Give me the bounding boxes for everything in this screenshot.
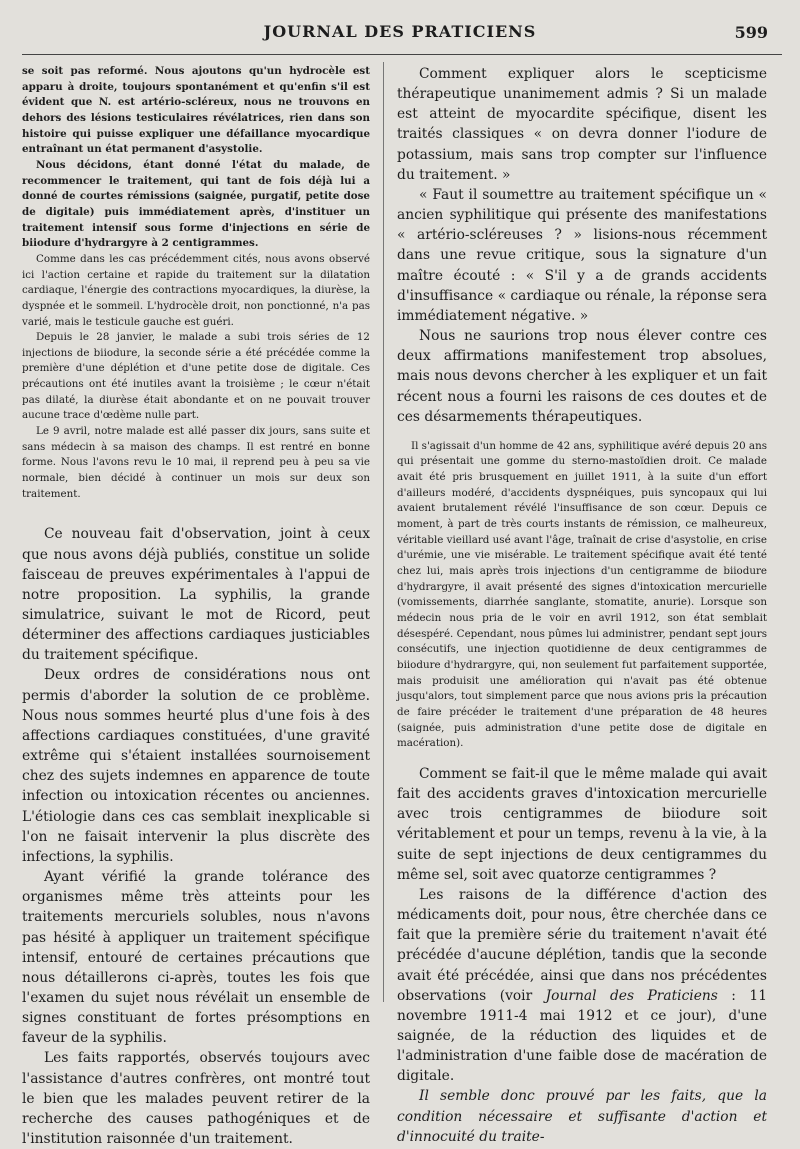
- quotation-paragraph: « Faut il soumettre au traitement spécifique un « ancien syphilitique qui présente des manifestations « artério-scléreuses ? » lisions-nous récemment dans une revue critique, sous la signature d'un maître écouté : « S'il y a de grands accidents d'insuffisance « cardiaque ou rénale, la réponse sera immédiatement négative. »: [397, 186, 767, 324]
- text-run: Les raisons de la différence d'action des médicaments doit, pour nous, être cherchée dans ce fait que la première série du traitement n'avait été précédée d'aucune déplétion, tandis que la seconde avait été précédée, ainsi que dans nos précédentes observations (voir: [397, 886, 767, 1004]
- left-column: [22, 64, 370, 1149]
- case-paragraph: Le 9 avril, notre malade est allé passer dix jours, sans suite et sans médecin à sa maison des champs. Il est rentré en bonne forme. Nous l'avons revu le 10 mai, il reprend peu à peu sa vie normale, bien décidé à continuer un mois sur deux son traitement.: [22, 425, 370, 500]
- page-number: 599: [734, 23, 768, 42]
- case-paragraph: Depuis le 28 janvier, le malade a subi trois séries de 12 injections de biiodure, la seconde série a été précédée comme la première d'une déplétion et d'une petite dose de digitale. Ces précautions ont été inutiles avant la troisième ; le cœur n'était pas dilaté, la diurèse était abondante et on ne pouvait trouver aucune trace d'œdème nulle part.: [22, 331, 370, 422]
- running-header: [20, 22, 780, 46]
- case-paragraph: Comme dans les cas précédemment cités, nous avons observé ici l'action certaine et rapide du traitement sur la dilatation cardiaque, l'énergie des contractions myocardiques, la diurèse, la dyspnée et le sommeil. L'hydrocèle droit, non ponctionné, n'a pas varié, mais le testicule gauche est guéri.: [22, 252, 370, 328]
- text-run: : 11 novembre 1911-4 mai 1912 et ce jour), d'une saignée, de la réduction des liquides et de l'administration d'une faible dose de macération de digitale.: [397, 987, 767, 1085]
- case-paragraph: se soit pas reformé. Nous ajoutons qu'un hydrocèle est apparu à droite, toujours spontanément et qu'enfin s'il est évident que N. est artério-scléreux, nous ne trouvons en dehors des lésions testiculaires révélatrices, rien dans son histoire qui puisse expliquer une défaillance myocardique entraînant un état permanent d'asystolie.: [22, 65, 370, 156]
- body-paragraph: Comment expliquer alors le scepticisme thérapeutique unanimement admis ? Si un malade est atteint de myocardite spécifique, disent les traités classiques « on devra donner l'iodure de potassium, mais sans trop compter sur l'influence du traitement. »: [397, 66, 767, 183]
- column-divider: [383, 62, 384, 1002]
- body-paragraph: Nous ne saurions trop nous élever contre ces deux affirmations manifestement trop absolues, mais nous devons chercher à les expliquer et un fait récent nous a fourni les raisons de ces doutes et de ces désarmements thérapeutiques.: [397, 328, 767, 425]
- right-column: [397, 64, 767, 1147]
- journal-citation: Journal des Praticiens: [545, 987, 718, 1004]
- body-paragraph: Deux ordres de considérations nous ont permis d'aborder la solution de ce problème. Nous nous sommes heurté plus d'une fois à des affections cardiaques constituées, d'une gravité extrême qui s'étaient installées sournoisement chez des sujets indemnes en apparence de toute infection ou intoxication récentes ou anciennes. L'étiologie dans ces cas semblait inexplicable si l'on ne faisait intervenir la plus discrète des infections, la syphilis.: [22, 667, 370, 865]
- case-report: Il s'agissait d'un homme de 42 ans, syphilitique avéré depuis 20 ans qui présentait une gomme du sterno-mastoïdien droit. Ce malade avait été pris brusquement en juillet 1911, à la suite d'un effort d'ailleurs modéré, d'accidents dyspnéiques, puis syncopaux qui lui avaient brutalement révélé l'insuffisance de son cœur. Depuis ce moment, à part de très courts instants de rémission, ce malheureux, véritable vieillard usé avant l'âge, traînait de crise d'asystolie, en crise d'urémie, une vie misérable. Le traitement spécifique avait été tenté chez lui, mais après trois injections d'un centigramme de biiodure d'hydrargyre, il avait présenté des signes d'intoxication mercurielle (vomissements, diarrhée sanglante, stomatite, anurie). Lorsque son médecin nous pria de le voir en avril 1912, son état semblait désespéré. Cependant, nous pûmes lui administrer, pendant sept jours consécutifs, une injection quotidienne de deux centigrammes de biiodure d'hydrargyre, qui, non seulement fut parfaitement supportée, mais produisit une amélioration qui n'avait pas été obtenue jusqu'alors, tout simplement parce que nous avions pris la précaution de faire précéder le traitement d'une préparation de 48 heures (saignée, puis administration d'une petite dose de digitale en macération).: [397, 439, 768, 750]
- journal-title: JOURNAL DES PRATICIENS: [263, 22, 537, 41]
- body-paragraph: [397, 885, 767, 1087]
- body-paragraph: Comment se fait-il que le même malade qui avait fait des accidents graves d'intoxication mercurielle avec trois centigrammes de biiodure soit véritablement et pour un temps, revenu à la vie, à la suite de sept injections de deux centigrammes du même sel, soit avec quatorze centigrammes ?: [397, 765, 767, 883]
- body-paragraph: Les faits rapportés, observés toujours avec l'assistance d'autres confrères, ont montré tout le bien que les malades peuvent retirer de la recherche des causes pathogéniques et de l'institution raisonnée d'un traitement.: [22, 1050, 370, 1148]
- case-paragraph: Nous décidons, étant donné l'état du malade, de recommencer le traitement, qui tant de fois déjà lui a donné de courtes rémissions (saignée, purgatif, petite dose de digitale) puis immédiatement après, d'instituer un traitement intensif sous forme d'injections en série de biiodure d'hydrargyre à 2 centigrammes.: [22, 158, 370, 250]
- header-rule: [22, 54, 782, 55]
- body-paragraph: Ayant vérifié la grande tolérance des organismes même très atteints pour les traitements mercuriels solubles, nous n'avons pas hésité à appliquer un traitement spécifique intensif, entouré de certaines précautions que nous détaillerons ci-après, toutes les fois que l'examen du sujet nous révélait un ensemble de signes constituant de fortes présomptions en faveur de la syphilis.: [22, 869, 370, 1047]
- body-paragraph: Ce nouveau fait d'observation, joint à ceux que nous avons déjà publiés, constitue un solide faisceau de preuves expérimentales à l'appui de notre proposition. La syphilis, la grande simulatrice, suivant le mot de Ricord, peut déterminer des affections cardiaques justiciables du traitement spécifique.: [22, 526, 370, 664]
- conclusion-paragraph: Il semble donc prouvé par les faits, que la condition nécessaire et suffisante d'action et d'innocuité du traite-: [397, 1088, 767, 1145]
